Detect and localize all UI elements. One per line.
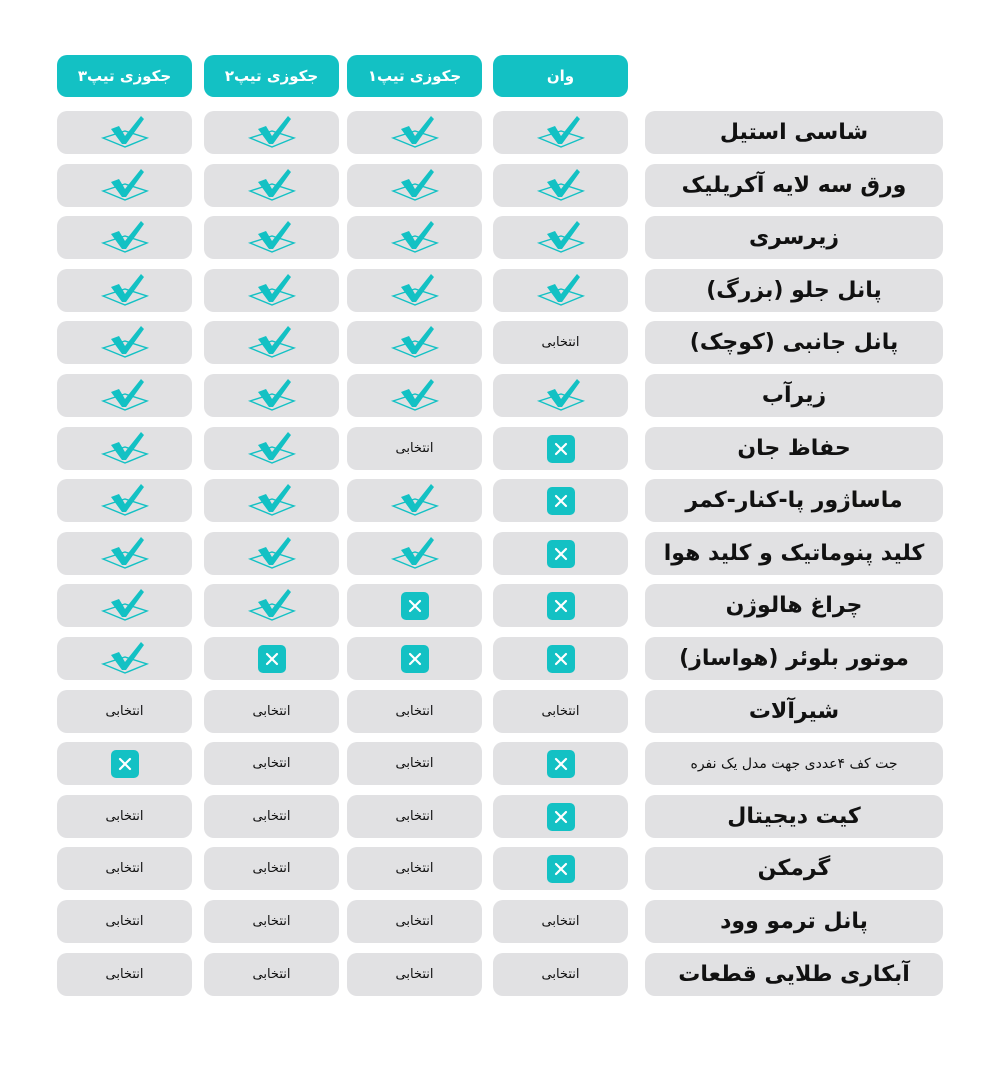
table-cell [204,216,339,259]
table-cell [493,953,628,996]
table-cell [347,847,482,890]
table-cell [347,953,482,996]
check-icon [536,219,586,257]
table-cell [347,269,482,312]
optional-label: انتخابی [541,967,580,982]
check-icon [247,114,297,152]
check-icon [100,482,150,520]
table-cell [57,532,192,575]
table-cell [57,847,192,890]
column-header: وان [493,55,628,97]
x-icon [547,855,575,883]
optional-label: انتخابی [252,861,291,876]
feature-label: موتور بلوئر (هواساز) [645,637,943,680]
table-cell [204,584,339,627]
table-cell [493,690,628,733]
table-cell [57,637,192,680]
column-header: جکوزی تیپ۳ [57,55,192,97]
feature-label: پانل جانبی (کوچک) [645,321,943,364]
optional-label: انتخابی [541,335,580,350]
table-cell [347,690,482,733]
table-cell [57,216,192,259]
optional-label: انتخابی [252,914,291,929]
optional-label: انتخابی [395,967,434,982]
table-cell [57,690,192,733]
table-cell [493,111,628,154]
feature-label: زیرسری [645,216,943,259]
check-icon [536,114,586,152]
table-cell [57,479,192,522]
table-cell [347,164,482,207]
check-icon [390,535,440,573]
table-cell [204,690,339,733]
table-cell [204,479,339,522]
table-cell [347,637,482,680]
feature-label: کلید پنوماتیک و کلید هوا [645,532,943,575]
check-icon [247,219,297,257]
x-icon [111,750,139,778]
check-icon [100,377,150,415]
check-icon [100,535,150,573]
check-icon [247,167,297,205]
x-icon [547,487,575,515]
optional-label: انتخابی [395,704,434,719]
check-icon [100,430,150,468]
feature-label: آبکاری طلایی قطعات [645,953,943,996]
table-cell [493,321,628,364]
table-cell [493,900,628,943]
table-cell [204,321,339,364]
table-cell [493,584,628,627]
column-header: جکوزی تیپ۲ [204,55,339,97]
table-cell [347,216,482,259]
table-cell [57,795,192,838]
check-icon [390,272,440,310]
x-icon [258,645,286,673]
x-icon [547,540,575,568]
feature-label: ماساژور پا-کنار-کمر [645,479,943,522]
table-cell [493,795,628,838]
check-icon [536,272,586,310]
x-icon [547,435,575,463]
optional-label: انتخابی [395,756,434,771]
table-cell [204,111,339,154]
table-cell [493,742,628,785]
table-cell [493,374,628,417]
table-cell [57,742,192,785]
check-icon [390,377,440,415]
feature-label: گرمکن [645,847,943,890]
optional-label: انتخابی [541,704,580,719]
feature-label: چراغ هالوژن [645,584,943,627]
column-header: جکوزی تیپ۱ [347,55,482,97]
table-cell [204,532,339,575]
check-icon [247,272,297,310]
table-cell [204,847,339,890]
feature-label: ورق سه لایه آکریلیک [645,164,943,207]
table-cell [347,795,482,838]
table-cell [347,532,482,575]
table-cell [347,111,482,154]
optional-label: انتخابی [395,914,434,929]
optional-label: انتخابی [252,756,291,771]
table-cell [493,164,628,207]
check-icon [100,219,150,257]
check-icon [100,272,150,310]
check-icon [247,482,297,520]
x-icon [401,592,429,620]
feature-label: حفاظ جان [645,427,943,470]
table-cell [57,900,192,943]
optional-label: انتخابی [252,704,291,719]
optional-label: انتخابی [105,967,144,982]
optional-label: انتخابی [105,809,144,824]
table-cell [347,900,482,943]
optional-label: انتخابی [395,441,434,456]
table-cell [57,269,192,312]
table-cell [204,269,339,312]
table-cell [493,637,628,680]
x-icon [401,645,429,673]
optional-label: انتخابی [395,861,434,876]
check-icon [100,324,150,362]
check-icon [247,324,297,362]
table-cell [347,374,482,417]
table-cell [204,374,339,417]
table-cell [347,321,482,364]
table-cell [204,742,339,785]
check-icon [536,167,586,205]
check-icon [390,482,440,520]
table-cell [347,742,482,785]
table-cell [204,900,339,943]
table-cell [204,637,339,680]
table-cell [57,953,192,996]
check-icon [247,377,297,415]
optional-label: انتخابی [395,809,434,824]
table-cell [493,216,628,259]
check-icon [100,587,150,625]
feature-label: زیرآب [645,374,943,417]
check-icon [100,167,150,205]
optional-label: انتخابی [252,809,291,824]
feature-label: پانل ترمو وود [645,900,943,943]
check-icon [100,640,150,678]
feature-label: پانل جلو (بزرگ) [645,269,943,312]
table-cell [57,374,192,417]
check-icon [247,587,297,625]
check-icon [247,535,297,573]
check-icon [390,219,440,257]
x-icon [547,803,575,831]
table-cell [493,427,628,470]
feature-label: شاسی استیل [645,111,943,154]
table-cell [57,584,192,627]
feature-label: شیرآلات [645,690,943,733]
check-icon [390,167,440,205]
check-icon [536,377,586,415]
table-cell [204,795,339,838]
table-cell [57,164,192,207]
optional-label: انتخابی [252,967,291,982]
table-cell [204,164,339,207]
check-icon [247,430,297,468]
check-icon [390,324,440,362]
check-icon [390,114,440,152]
table-cell [204,953,339,996]
table-cell [493,269,628,312]
x-icon [547,750,575,778]
table-cell [493,532,628,575]
optional-label: انتخابی [105,861,144,876]
table-cell [57,321,192,364]
table-cell [57,111,192,154]
x-icon [547,645,575,673]
table-cell [204,427,339,470]
table-cell [493,847,628,890]
feature-label: جت کف ۴عددی جهت مدل یک نفره [645,742,943,785]
check-icon [100,114,150,152]
table-cell [57,427,192,470]
table-cell [493,479,628,522]
optional-label: انتخابی [105,704,144,719]
feature-label: کیت دیجیتال [645,795,943,838]
table-cell [347,584,482,627]
optional-label: انتخابی [541,914,580,929]
table-cell [347,479,482,522]
table-cell [347,427,482,470]
x-icon [547,592,575,620]
optional-label: انتخابی [105,914,144,929]
